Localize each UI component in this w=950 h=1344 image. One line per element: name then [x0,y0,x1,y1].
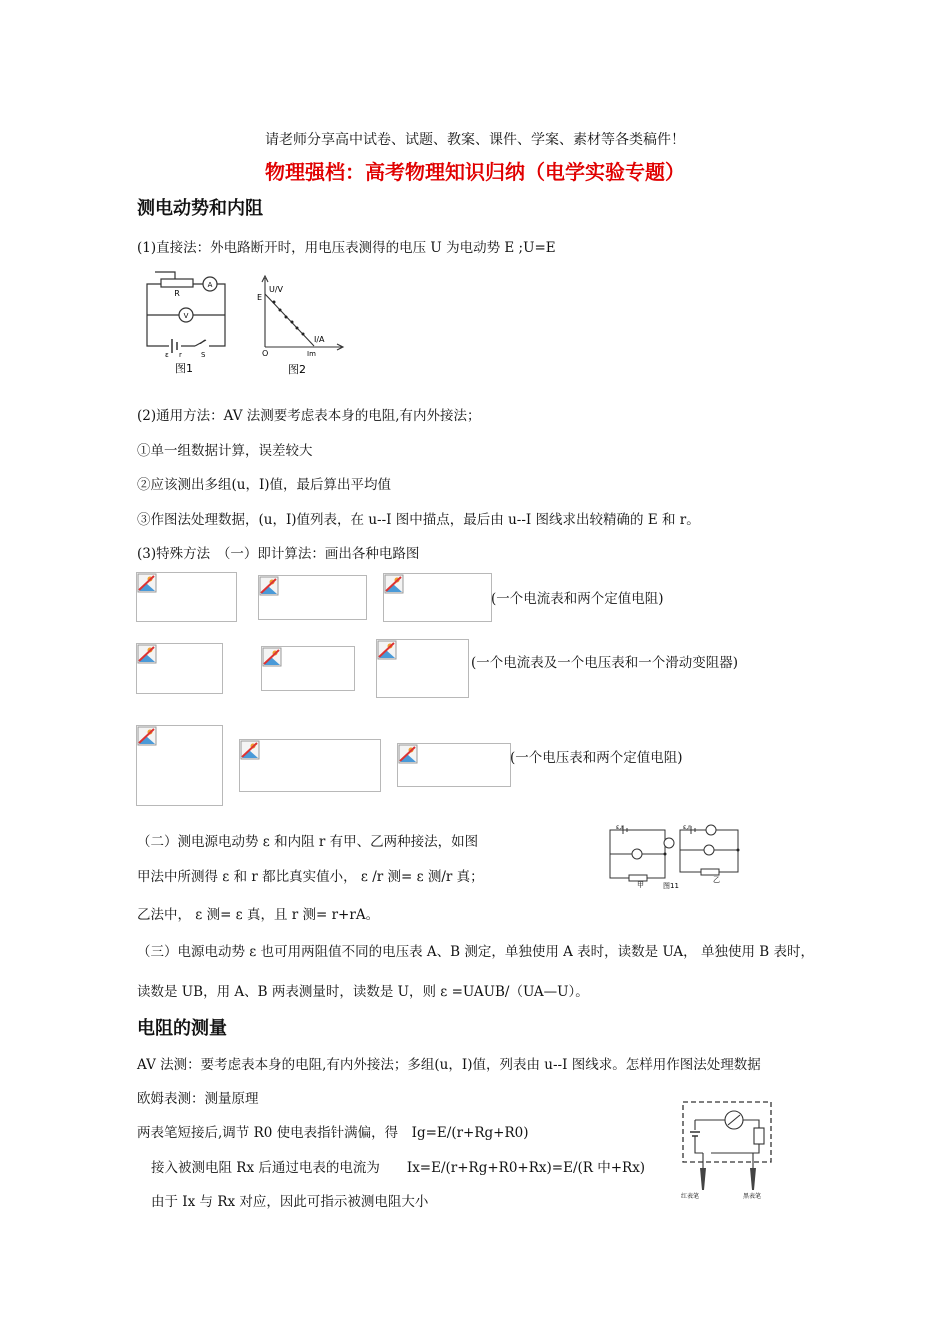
broken-image-icon [384,574,404,594]
image-placeholder [383,573,492,622]
paragraph: 甲法中所测得 ε 和 r 都比真实值小， ε /r 测= ε 测/r 真； [137,869,484,885]
ohm-black-probe-label: 黑表笔 [743,1193,762,1200]
image-placeholder [239,739,381,792]
paragraph: （三）电源电动势 ε 也可用两阻值不同的电压表 A、B 测定，单独使用 A 表时，读数是 UA， 单独使用 B 表时， [137,944,814,960]
broken-image-icon [398,744,418,764]
broken-image-icon [137,726,157,746]
figure-1-circuit [135,266,235,378]
fig2-label-o: O [262,349,269,358]
paragraph: (1)直接法：外电路断开时，用电压表测得的电压 U 为电动势 E ;U=E [137,240,556,256]
paragraph: (3)特殊方法 （一）即计算法：画出各种电路图 [137,546,420,562]
document-title: 物理强档：高考物理知识归纳（电学实验专题） [265,160,685,184]
fig11-label-er: ε,r [616,824,624,831]
fig11-label-yi: 乙 [713,876,720,884]
image-placeholder [376,639,469,698]
paragraph: 由于 Ix 与 Rx 对应，因此可指示被测电阻大小 [151,1194,429,1210]
circuit-note: (一个电流表和两个定值电阻) [491,591,664,607]
fig1-label-v: V [183,312,189,320]
fig1-label-r-small: r [179,351,182,359]
paragraph: ③作图法处理数据，(u，I)值列表，在 u--I 图中描点，最后由 u--I 图线求出较精确的 E 和 r。 [137,512,700,528]
fig1-label-r: R [174,289,180,298]
paragraph: 两表笔短接后,调节 R0 使电表指针满偏，得 Ig=E/(r+Rg+R0) [137,1125,529,1141]
image-placeholder [261,646,355,691]
broken-image-icon [240,740,260,760]
broken-image-icon [259,576,279,596]
section-heading-emf: 测电动势和内阻 [137,198,263,219]
paragraph: 乙法中， ε 测= ε 真，且 r 测= r+rA。 [137,907,380,923]
paragraph: ②应该测出多组(u，I)值，最后算出平均值 [137,477,392,493]
fig11-label-er: ε,r [683,824,691,831]
fig11-caption: 图11 [663,882,679,890]
paragraph: 欧姆表测：测量原理 [137,1091,259,1107]
paragraph: （二）测电源电动势 ε 和内阻 r 有甲、乙两种接法，如图 [137,834,479,850]
paragraph: 读数是 UB，用 A、B 两表测量时，读数是 U，则 ε =UAUB/（UA—U）。 [137,984,589,1000]
fig2-axis-u: U/V [269,285,284,294]
broken-image-icon [137,573,157,593]
fig1-label-eps: ε [165,351,169,359]
fig2-axis-i: I/A [314,335,325,344]
image-placeholder [397,743,511,787]
fig1-label-a: A [207,281,213,289]
paragraph: 接入被测电阻 Rx 后通过电表的电流为 Ix=E/(r+Rg+R0+Rx)=E/(R 中+Rx) [151,1160,646,1176]
fig1-caption: 图1 [175,362,193,375]
paragraph: ①单一组数据计算，误差较大 [137,443,313,459]
ohmmeter-figure [673,1098,783,1206]
image-placeholder [136,572,237,622]
circuit-note: (一个电压表和两个定值电阻) [510,750,683,766]
image-placeholder [258,575,367,620]
fig1-label-s: S [201,351,206,359]
fig2-caption: 图2 [288,363,306,376]
fig2-label-e: E [257,293,263,302]
fig2-label-im: Im [307,350,316,358]
paragraph: AV 法测：要考虑表本身的电阻,有内外接法；多组(u，I)值，列表由 u--I 图线求。怎样用作图法处理数据 [137,1057,761,1073]
ohm-red-probe-label: 红表笔 [681,1193,700,1200]
broken-image-icon [137,644,157,664]
fig11-label-jia: 甲 [637,881,644,889]
section-heading-resistance: 电阻的测量 [137,1018,227,1039]
broken-image-icon [377,640,397,660]
image-placeholder [136,643,223,694]
figure-2-ui-graph [252,272,347,378]
image-placeholder [136,725,223,806]
paragraph: (2)通用方法：AV 法测要考虑表本身的电阻,有内外接法； [137,408,481,424]
broken-image-icon [262,647,282,667]
circuit-note: (一个电流表及一个电压表和一个滑动变阻器) [471,655,739,671]
top-note: 请老师分享高中试卷、试题、教案、课件、学案、素材等各类稿件！ [265,132,685,148]
figure-11-circuits [605,820,745,890]
